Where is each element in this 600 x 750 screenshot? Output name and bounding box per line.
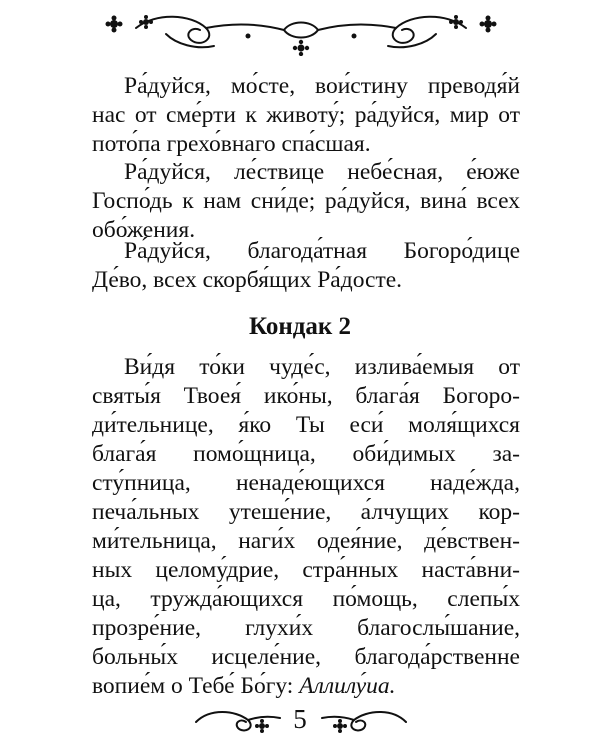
kontakion-text bbox=[92, 353, 520, 701]
flower-icon bbox=[480, 16, 497, 33]
text-line: ца, тружда́ющихся по́мощь, слепы́х bbox=[92, 586, 520, 612]
text-line bbox=[92, 672, 520, 701]
text-line: святы́я Твоея́ ико́ны, блага́я Богоро- bbox=[92, 383, 520, 409]
text-line: Госпо́дь к нам сни́де; ра́дуйся, вина́ всех bbox=[92, 188, 520, 214]
text-line: Ви́дя то́ки чуде́с, излива́емыя от bbox=[124, 354, 520, 380]
text-span: вопие́м о Тебе́ Бо́гу: bbox=[92, 673, 300, 699]
text-line: пото́па грехо́внаго спа́сшая. bbox=[92, 131, 371, 157]
text-line: ных целому́дрие, стра́нных наста́вни- bbox=[92, 557, 520, 583]
flower-icon bbox=[106, 16, 123, 33]
text-line: ми́тельница, наги́х одея́ние, де́вствен- bbox=[92, 528, 520, 554]
text-line: Ра́дуйся, мо́сте, вои́стину преводя́й bbox=[124, 73, 520, 99]
flower-icon bbox=[449, 15, 463, 29]
text-line: Де́во, всех скорбя́щих Ра́досте. bbox=[92, 267, 403, 293]
top-floral-ornament bbox=[96, 10, 506, 56]
paragraph-2 bbox=[92, 158, 520, 245]
paragraph-3 bbox=[92, 237, 520, 295]
text-line: нас от сме́рти к животу́; ра́дуйся, мир от bbox=[92, 102, 520, 128]
page-number: 5 bbox=[293, 704, 307, 734]
text-line: сту́пница, ненаде́ющихся наде́жда, bbox=[92, 470, 520, 496]
text-line: обо́жения. bbox=[92, 217, 196, 243]
text-line: Ра́дуйся, ле́ствице небе́сная, е́юже bbox=[124, 159, 520, 185]
text-line: Ра́дуйся, благода́тная Богоро́дице bbox=[124, 238, 520, 264]
text-line: блага́я помо́щница, оби́димых за- bbox=[92, 441, 520, 467]
text-line: ди́тельнице, я́ко Ты еси́ моля́щихся bbox=[92, 412, 520, 438]
text-line: прозре́ние, глухи́х благослы́шание, bbox=[92, 615, 520, 641]
text-line: печа́льных утеше́ние, а́лчущих кор- bbox=[92, 499, 520, 525]
alleluia-refrain: Аллилу́иа. bbox=[299, 673, 396, 699]
flower-icon bbox=[139, 15, 153, 29]
kontakion-title: Кондак 2 bbox=[248, 313, 352, 340]
paragraph-1 bbox=[92, 72, 520, 159]
flower-icon bbox=[293, 40, 309, 56]
text-line: больны́х исцеле́ние, благода́рственне bbox=[92, 644, 520, 670]
